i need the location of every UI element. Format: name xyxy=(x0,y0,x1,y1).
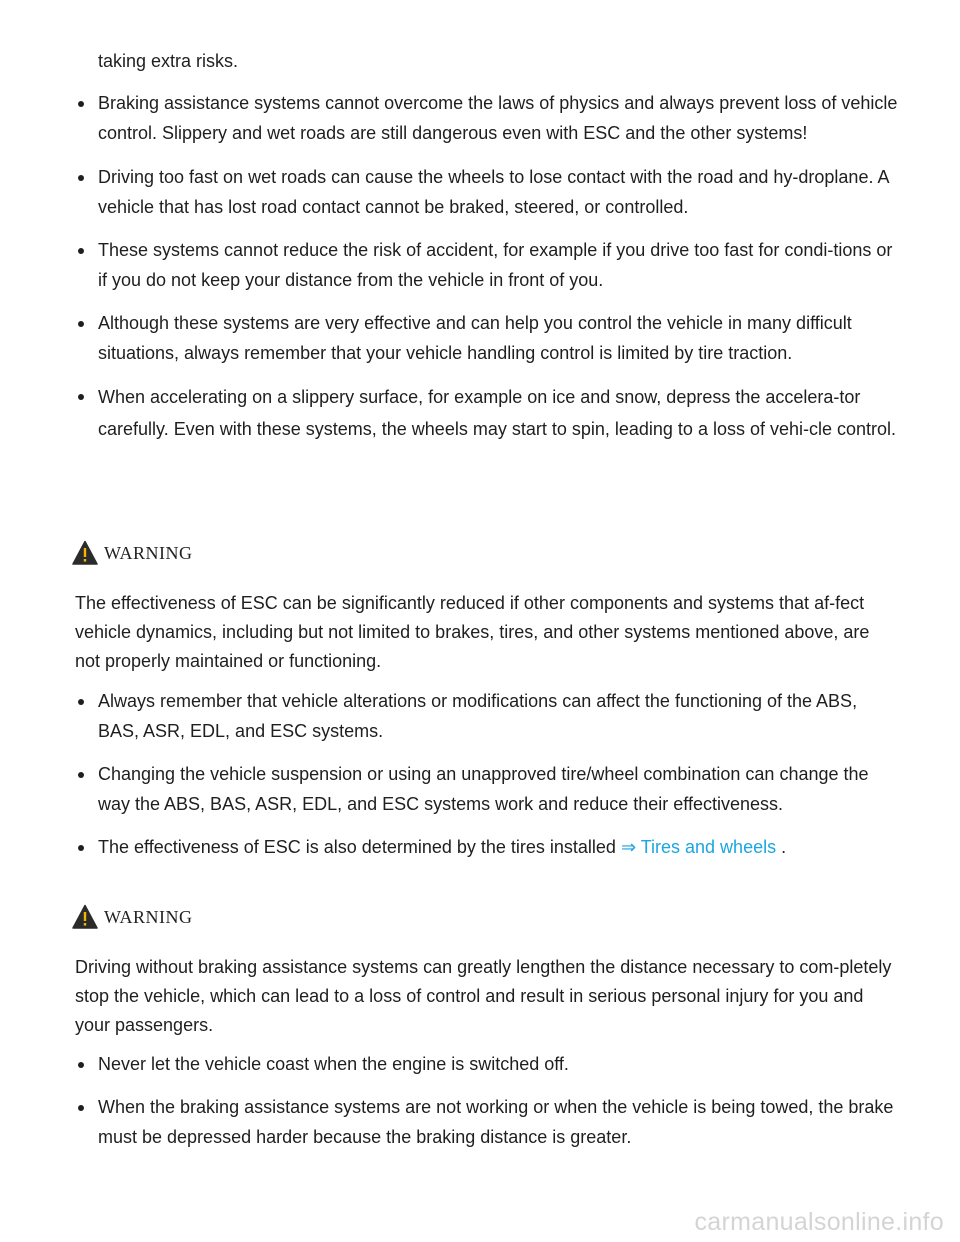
warning-label: WARNING xyxy=(104,542,193,563)
top-bullet-list xyxy=(72,88,902,445)
list-item-text: Although these systems are very effective and can help you control the vehicle in many difficult situations, always remember that your vehicle handling control is limited by tire traction. xyxy=(98,313,852,363)
warning-bullet-list xyxy=(72,1049,902,1152)
warning-paragraph: The effectiveness of ESC can be significantly reduced if other components and systems that af-fect vehicle dynamics, including but not limited to brakes, tires, and other systems mentioned above, are not properly maintained or functioning. xyxy=(75,593,870,671)
list-item-text: Driving too fast on wet roads can cause the wheels to lose contact with the road and hy-droplane. A vehicle that has lost road contact cannot be braked, steered, or controlled. xyxy=(98,167,889,217)
list-item-text: These systems cannot reduce the risk of accident, for example if you drive too fast for condi-tions or if you do not keep your distance from the vehicle in front of you. xyxy=(98,240,893,290)
list-item-text: Always remember that vehicle alterations or modifications can affect the functioning of the ABS, BAS, ASR, EDL, and ESC systems. xyxy=(98,691,858,741)
list-item xyxy=(72,162,902,222)
list-item xyxy=(72,1049,902,1079)
warning-heading xyxy=(72,902,193,932)
list-item-text: When accelerating on a slippery surface, for example on ice and snow, depress the accelera-tor carefully. Even with these systems, the wheels may start to spin, leading to a loss of vehi-cle control. xyxy=(98,387,897,439)
list-item-text: When the braking assistance systems are not working or when the vehicle is being towed, the brake must be depressed harder because the braking distance is greater. xyxy=(98,1097,894,1147)
list-item xyxy=(72,1092,902,1152)
watermark: carmanualsonline.info xyxy=(694,1208,944,1236)
list-item xyxy=(72,759,902,819)
list-item xyxy=(72,308,902,368)
list-item-text: Braking assistance systems cannot overcome the laws of physics and always prevent loss of vehicle control. Slippery and wet roads are still dangerous even with ESC and the other systems! xyxy=(98,93,898,143)
list-item-text: Never let the vehicle coast when the engine is switched off. xyxy=(98,1054,569,1074)
continuation-text: taking extra risks. xyxy=(98,51,239,71)
list-item-text: The effectiveness of ESC is also determined by the tires installed xyxy=(98,837,621,857)
warning-triangle-icon xyxy=(72,540,98,566)
warning-bullet-list xyxy=(72,686,902,862)
warning-heading xyxy=(72,538,193,568)
list-item-suffix: . xyxy=(776,837,787,857)
list-item xyxy=(72,832,902,862)
list-item xyxy=(72,88,902,148)
tires-and-wheels-link[interactable]: ⇒ Tires and wheels xyxy=(620,837,777,857)
warning-paragraph: Driving without braking assistance systems can greatly lengthen the distance necessary to com-pletely stop the vehicle, which can lead to a loss of control and result in serious personal injury for you and your passengers. xyxy=(75,957,892,1035)
list-item xyxy=(72,686,902,746)
list-item xyxy=(72,235,902,295)
warning-label: WARNING xyxy=(104,906,193,927)
list-item-text: Changing the vehicle suspension or using an unapproved tire/wheel combination can change the way the ABS, BAS, ASR, EDL, and ESC systems work and reduce their effectiveness. xyxy=(98,764,869,814)
list-item xyxy=(72,381,902,445)
warning-triangle-icon xyxy=(72,904,98,930)
